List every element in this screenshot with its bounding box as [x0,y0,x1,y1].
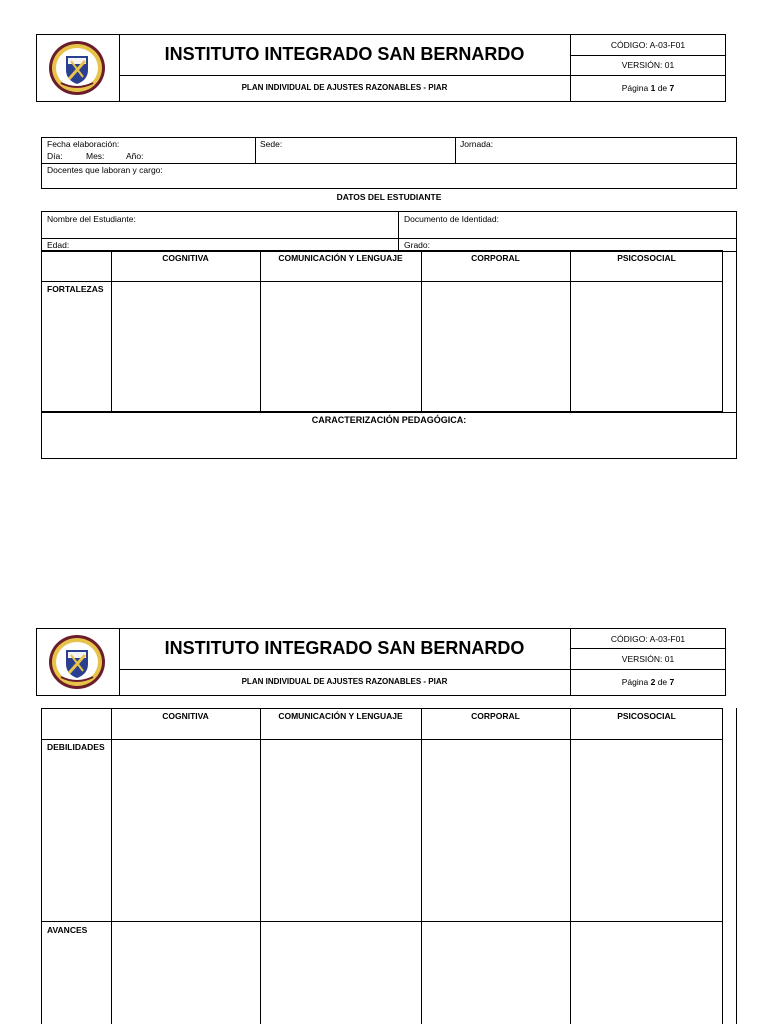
school-logo-icon [47,633,107,691]
page-1-page-number: Página 1 de 7 [621,83,675,93]
anio-label: Año: [126,151,144,161]
col-cognitiva: COGNITIVA [162,711,209,721]
col-corporal: CORPORAL [471,711,520,721]
page-1-code: CÓDIGO: A-03-F01 [610,40,686,50]
debilidades-avances-matrix [41,708,723,1024]
col-comunicacion: COMUNICACIÓN Y LENGUAJE [278,253,403,263]
edad-label: Edad: [47,240,70,250]
col-psicosocial: PSICOSOCIAL [617,711,676,721]
page-2-version: VERSIÓN: 01 [621,654,675,664]
row-avances: AVANCES [47,925,88,935]
page-1-form-subtitle: PLAN INDIVIDUAL DE AJUSTES RAZONABLES - PIAR [241,83,448,92]
sede-label: Sede: [260,139,283,149]
caracterizacion-label: CARACTERIZACIÓN PEDAGÓGICA: [311,415,467,425]
col-psicosocial: PSICOSOCIAL [617,253,676,263]
dia-label: Día: [47,151,63,161]
documento-label: Documento de Identidad: [404,214,499,224]
row-fortalezas: FORTALEZAS [47,284,104,294]
nombre-label: Nombre del Estudiante: [47,214,136,224]
mes-label: Mes: [86,151,105,161]
col-corporal: CORPORAL [471,253,520,263]
page-1-institution-title: INSTITUTO INTEGRADO SAN BERNARDO [164,44,525,64]
page-2-code: CÓDIGO: A-03-F01 [610,634,686,644]
page-2-form-subtitle: PLAN INDIVIDUAL DE AJUSTES RAZONABLES - PIAR [241,677,448,686]
fortalezas-matrix [41,250,723,412]
col-comunicacion: COMUNICACIÓN Y LENGUAJE [278,711,403,721]
student-data-box [41,211,737,252]
docentes-label: Docentes que laboran y cargo: [47,165,163,175]
student-section-title: DATOS DEL ESTUDIANTE [336,192,442,202]
col-cognitiva: COGNITIVA [162,253,209,263]
jornada-label: Jornada: [460,139,494,149]
page-1-version: VERSIÓN: 01 [621,60,675,70]
page-2-institution-title: INSTITUTO INTEGRADO SAN BERNARDO [164,638,525,658]
page-2-page-number: Página 2 de 7 [621,677,675,687]
school-logo-icon [47,39,107,97]
fecha-label: Fecha elaboración: [47,139,120,149]
row-debilidades: DEBILIDADES [47,742,105,752]
grado-label: Grado: [404,240,430,250]
